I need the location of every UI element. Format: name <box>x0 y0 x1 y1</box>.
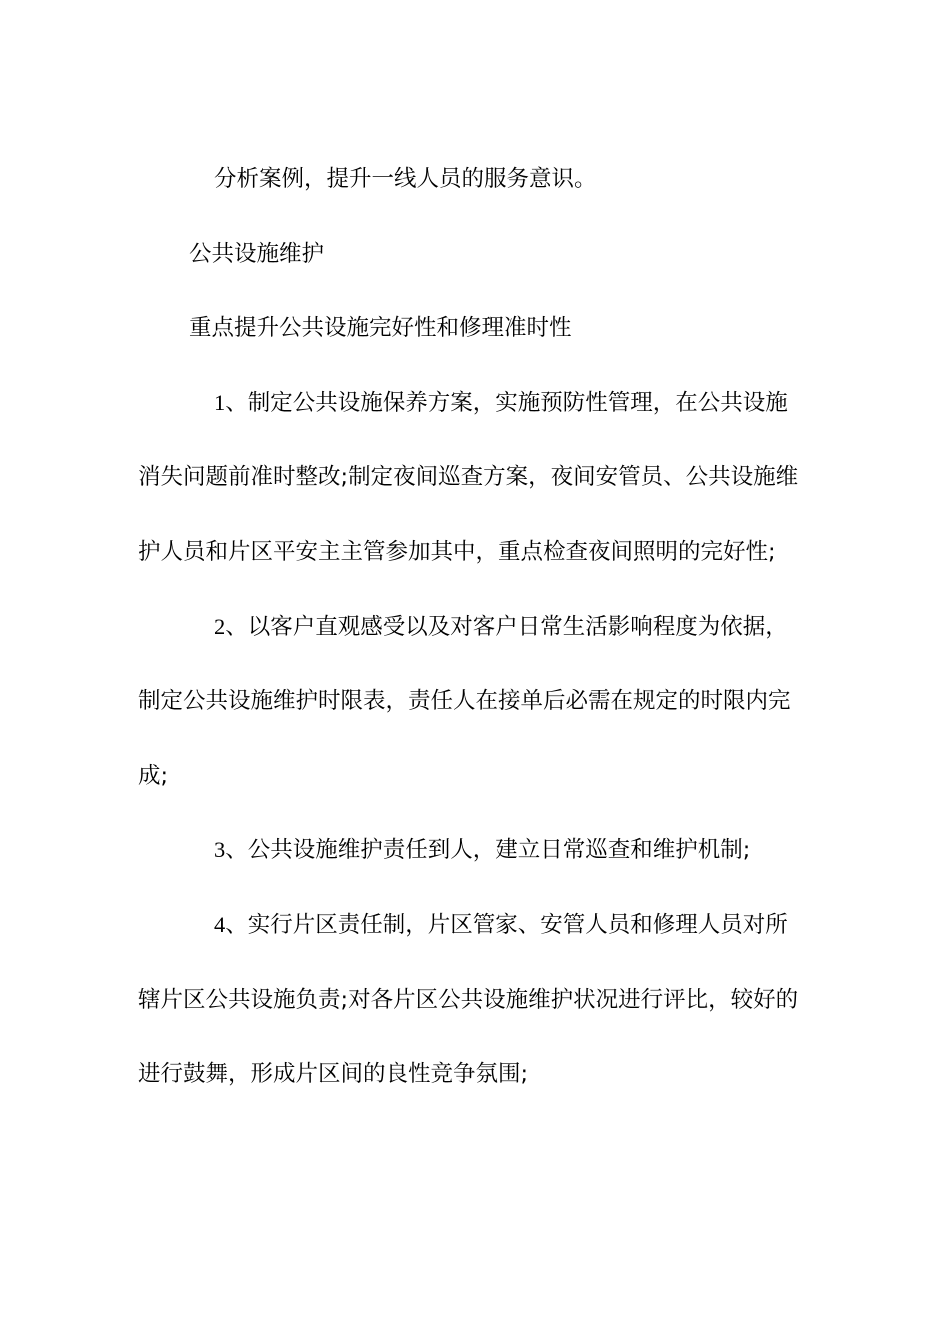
list-item-number: 3 <box>214 837 226 863</box>
list-item-number: 4 <box>214 911 226 937</box>
list-item-text: 、制定公共设施保养方案，实施预防性管理，在公共设施消失问题前准时整改;制定夜间巡查方案，夜间安管员、公共设施维护人员和片区平安主主管参加其中，重点检查夜间照明的完好性; <box>138 389 799 565</box>
paragraph-case-analysis: 分析案例，提升一线人员的服务意识。 <box>214 166 597 192</box>
section-heading-public-facilities: 公共设施维护 <box>189 240 325 267</box>
list-item-4 <box>138 888 806 1112</box>
list-item-number: 1 <box>214 389 226 415</box>
section-subheading-focus: 重点提升公共设施完好性和修理准时性 <box>189 315 572 342</box>
list-item-text: 、公共设施维护责任到人，建立日常巡查和维护机制; <box>225 837 751 864</box>
list-item-number: 2 <box>214 613 226 639</box>
list-item-text: 、以客户直观感受以及对客户日常生活影响程度为依据，制定公共设施维护时限表，责任人在接单后必需在规定的时限内完成; <box>138 613 791 789</box>
list-item-text: 、实行片区责任制，片区管家、安管人员和修理人员对所辖片区公共设施负责;对各片区公共设施维护状况进行评比，较好的进行鼓舞，形成片区间的良性竞争氛围; <box>138 911 799 1088</box>
list-item-1 <box>138 366 806 590</box>
list-item-2 <box>138 590 806 814</box>
list-item-3 <box>138 813 806 888</box>
document-body <box>138 142 806 1112</box>
